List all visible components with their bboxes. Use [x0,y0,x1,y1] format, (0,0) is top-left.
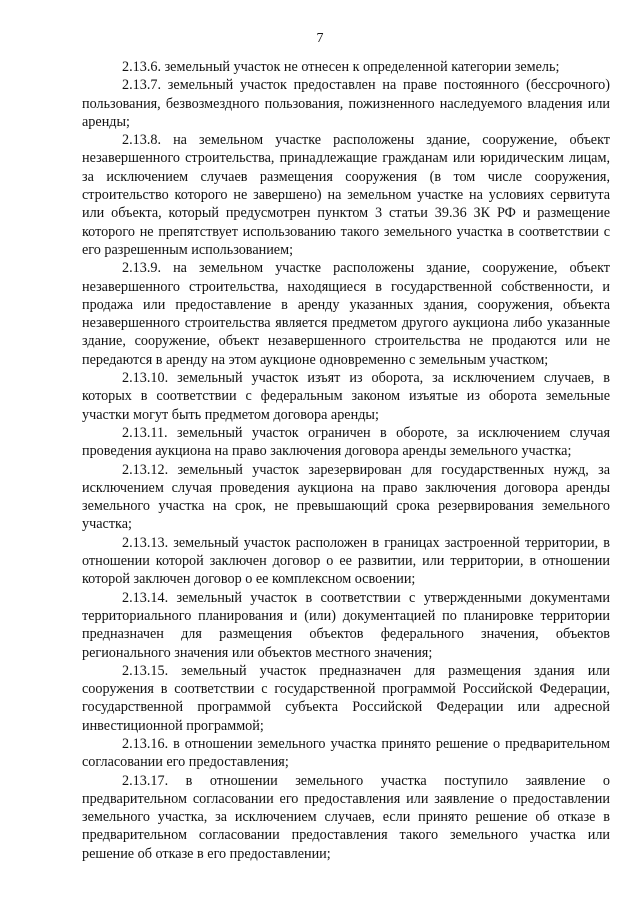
paragraph-2-13-10: 2.13.10. земельный участок изъят из оборота, за исключением случаев, в которых в соответствии с федеральным законом изъятые из оборота земельные участки могут быть предметом договора аренды; [82,370,610,423]
paragraph-2-13-9: 2.13.9. на земельном участке расположены здание, сооружение, объект незавершенного строительства, находящиеся в государственной собственности, и продажа или предоставление в аренду указанных здания, сооружения, объекта незавершенного строительства является предметом другого аукциона либо указанные здание, сооружение, объект незавершенного строительства не продаются или не передаются в аренду на этом аукционе одновременно с земельным участком; [82,260,610,368]
paragraph-2-13-11: 2.13.11. земельный участок ограничен в обороте, за исключением случая проведения аукциона на право заключения договора аренды земельного участка; [82,424,610,460]
paragraph-2-13-12: 2.13.12. земельный участок зарезервирован для государственных нужд, за исключением случая проведения аукциона на право заключения договора аренды земельного участка на срок, не превышающий срока резервирования земельного участка; [82,461,610,533]
paragraph-2-13-15: 2.13.15. земельный участок предназначен для размещения здания или сооружения в соответствии с государственной программой Российской Федерации, государственной программой субъекта Российской Федерации или адресной инвестиционной программой; [82,662,610,734]
paragraph-2-13-8: 2.13.8. на земельном участке расположены здание, сооружение, объект незавершенного строительства, принадлежащие гражданам или юридическим лицам, за исключением случаев размещения сооружения (в том числе сооружения, строительство которого не завершено) на земельном участке на условиях сервитута или объекта, который предусмотрен пунктом 3 статьи 39.36 ЗК РФ и размещение которого не препятствует использованию такого земельного участка в соответствии с его разрешенным использованием; [82,132,610,258]
paragraph-2-13-6: 2.13.6. земельный участок не отнесен к определенной категории земель; [122,59,560,75]
paragraph-2-13-16: 2.13.16. в отношении земельного участка принято решение о предварительном согласовании его предоставления; [82,735,610,771]
paragraph-2-13-13: 2.13.13. земельный участок расположен в границах застроенной территории, в отношении которой заключен договор о ее развитии, или территории, в отношении которой заключен договор о ее комплексном освоении; [82,534,610,588]
paragraph-2-13-14: 2.13.14. земельный участок в соответствии с утвержденными документами территориального планирования и (или) документацией по планировке территории предназначен для размещения объектов федерального значения, объектов регионального значения или объектов местного значения; [82,589,610,661]
document-body [82,58,610,863]
page-number: 7 [316,31,324,46]
paragraph-2-13-17: 2.13.17. в отношении земельного участка поступило заявление о предварительном согласовании его предоставления или заявление о предоставлении земельного участка, за исключением случаев, если принято решение об отказе в предварительном согласовании предоставления такого земельного участка или решение об отказе в его предоставлении; [82,772,610,862]
paragraph-2-13-7: 2.13.7. земельный участок предоставлен на праве постоянного (бессрочного) пользования, безвозмездного пользования, пожизненного наследуемого владения или аренды; [82,77,610,130]
